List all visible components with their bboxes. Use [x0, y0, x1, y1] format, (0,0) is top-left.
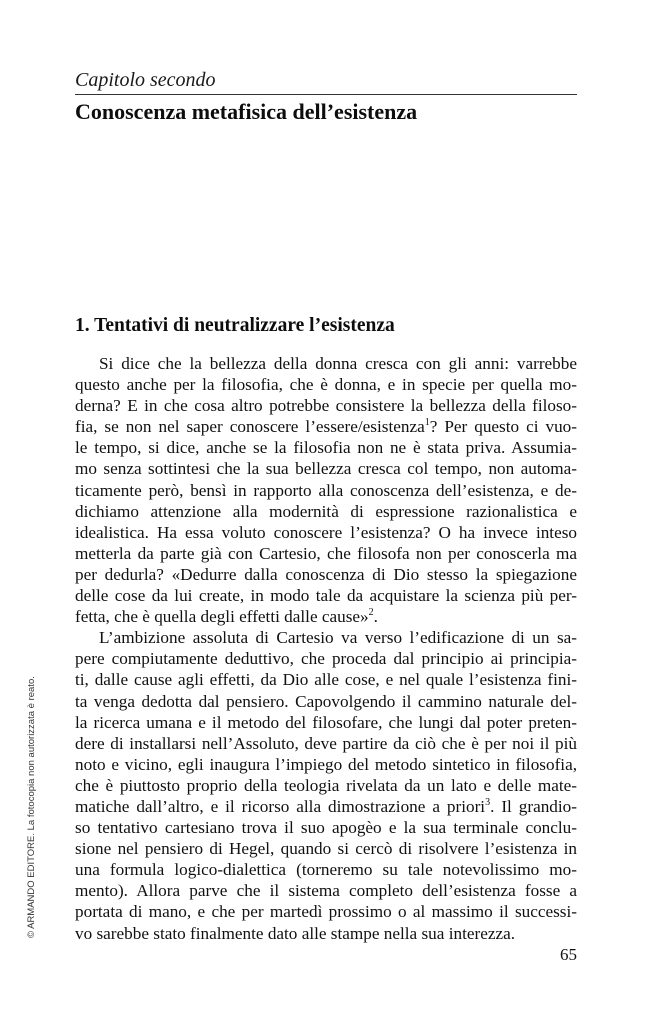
chapter-title: Conoscenza metafisica dell’esistenza — [75, 99, 418, 124]
text-line: ti, dalle cause agli effetti, da Dio alle cose, e nel quale l’esistenza fini- — [75, 670, 577, 690]
text-line: sione nel pensiero di Hegel, quando si cercò di risolvere l’esistenza in — [75, 839, 577, 859]
paragraph — [75, 627, 577, 943]
text-segment: . — [373, 607, 378, 627]
text-line: delle cose da lui create, in modo tale da acquistare la scienza più per- — [75, 586, 577, 606]
text-line: le tempo, si dice, anche se la filosofia non ne è stata priva. Assumia- — [75, 438, 577, 458]
text-line: pere compiutamente deduttivo, che proceda dal principio ai principia- — [75, 649, 577, 669]
text-line: questo anche per la filosofia, che è donna, e in specie per quella mo- — [75, 375, 577, 395]
text-line: vo sarebbe stato finalmente dato alle stampe nella sua interezza. — [75, 923, 516, 943]
text-line: una formula logico-dialettica (torneremo su tale notevolissimo mo- — [75, 860, 577, 880]
body-text — [75, 353, 577, 944]
paragraph — [75, 353, 577, 627]
footnote-ref-1: 1 — [424, 417, 430, 429]
footnote-ref-2: 2 — [368, 607, 374, 619]
copyright-notice: © ARMANDO EDITORE. La fotocopia non autorizzata è reato. — [26, 676, 37, 938]
text-line — [75, 606, 577, 627]
text-line: metterla da parte già con Cartesio, che filosofa non per conoscerla ma — [75, 543, 577, 563]
text-line: che è piuttosto proprio della teologia rivelata da un lato e delle mate- — [75, 775, 577, 795]
footnote-ref-3: 3 — [485, 796, 491, 808]
text-line: L’ambizione assoluta di Cartesio va verso l’edificazione di un sa- — [99, 628, 577, 648]
text-line: mento). Allora parve che il sistema completo dell’esistenza fosse a — [75, 881, 577, 901]
chapter-rule-divider — [75, 94, 577, 95]
section-title: 1. Tentativi di neutralizzare l’esistenza — [75, 315, 395, 336]
text-line: idealistica. Ha essa voluto conoscere l’esistenza? O ha invece inteso — [75, 522, 577, 542]
text-line — [75, 796, 577, 817]
text-line — [75, 416, 577, 437]
text-line: dichiamo attenzione alla modernità di espressione razionalistica e — [75, 501, 577, 521]
text-line: Si dice che la bellezza della donna cresca con gli anni: varrebbe — [99, 354, 577, 373]
text-line: derna? E in che cosa altro potrebbe consistere la bellezza della filoso- — [75, 396, 577, 416]
text-segment: . Il grandio- — [490, 796, 577, 816]
text-line: dere di installarsi nell’Assoluto, deve partire da ciò che è per noi il più — [75, 733, 577, 753]
text-line: so tentativo cartesiano trova il suo apogèo e la sua terminale conclu- — [75, 818, 577, 838]
text-line: mo senza sottintesi che la sua bellezza cresca col tempo, non automa- — [75, 459, 577, 479]
text-line: noto e vicino, egli inaugura l’impiego del metodo sintetico in filosofia, — [75, 754, 577, 774]
text-segment: fetta, che è quella degli effetti dalle cause» — [75, 607, 369, 627]
text-line: portata di mano, e che per martedì prossimo o al massimo il successi- — [75, 902, 577, 922]
page-number: 65 — [560, 945, 577, 964]
text-segment: matiche dall’altro, e il ricorso alla dimostrazione a priori — [75, 796, 486, 816]
chapter-label: Capitolo secondo — [75, 69, 216, 91]
text-line: la ricerca umana e il metodo del filosofare, che lungi dal poter preten- — [75, 712, 577, 732]
text-segment: fia, se non nel saper conoscere l’essere/esistenza — [75, 417, 425, 437]
text-line: ticamente però, bensì in rapporto alla conoscenza dell’esistenza, e de- — [75, 480, 577, 500]
text-line: per dedurla? «Dedurre dalla conoscenza di Dio stesso la spiegazione — [75, 564, 577, 584]
text-segment: ? Per questo ci vuo- — [429, 417, 577, 437]
text-line: ta venga dedotta dal pensiero. Capovolgendo il cammino naturale del- — [75, 691, 577, 711]
